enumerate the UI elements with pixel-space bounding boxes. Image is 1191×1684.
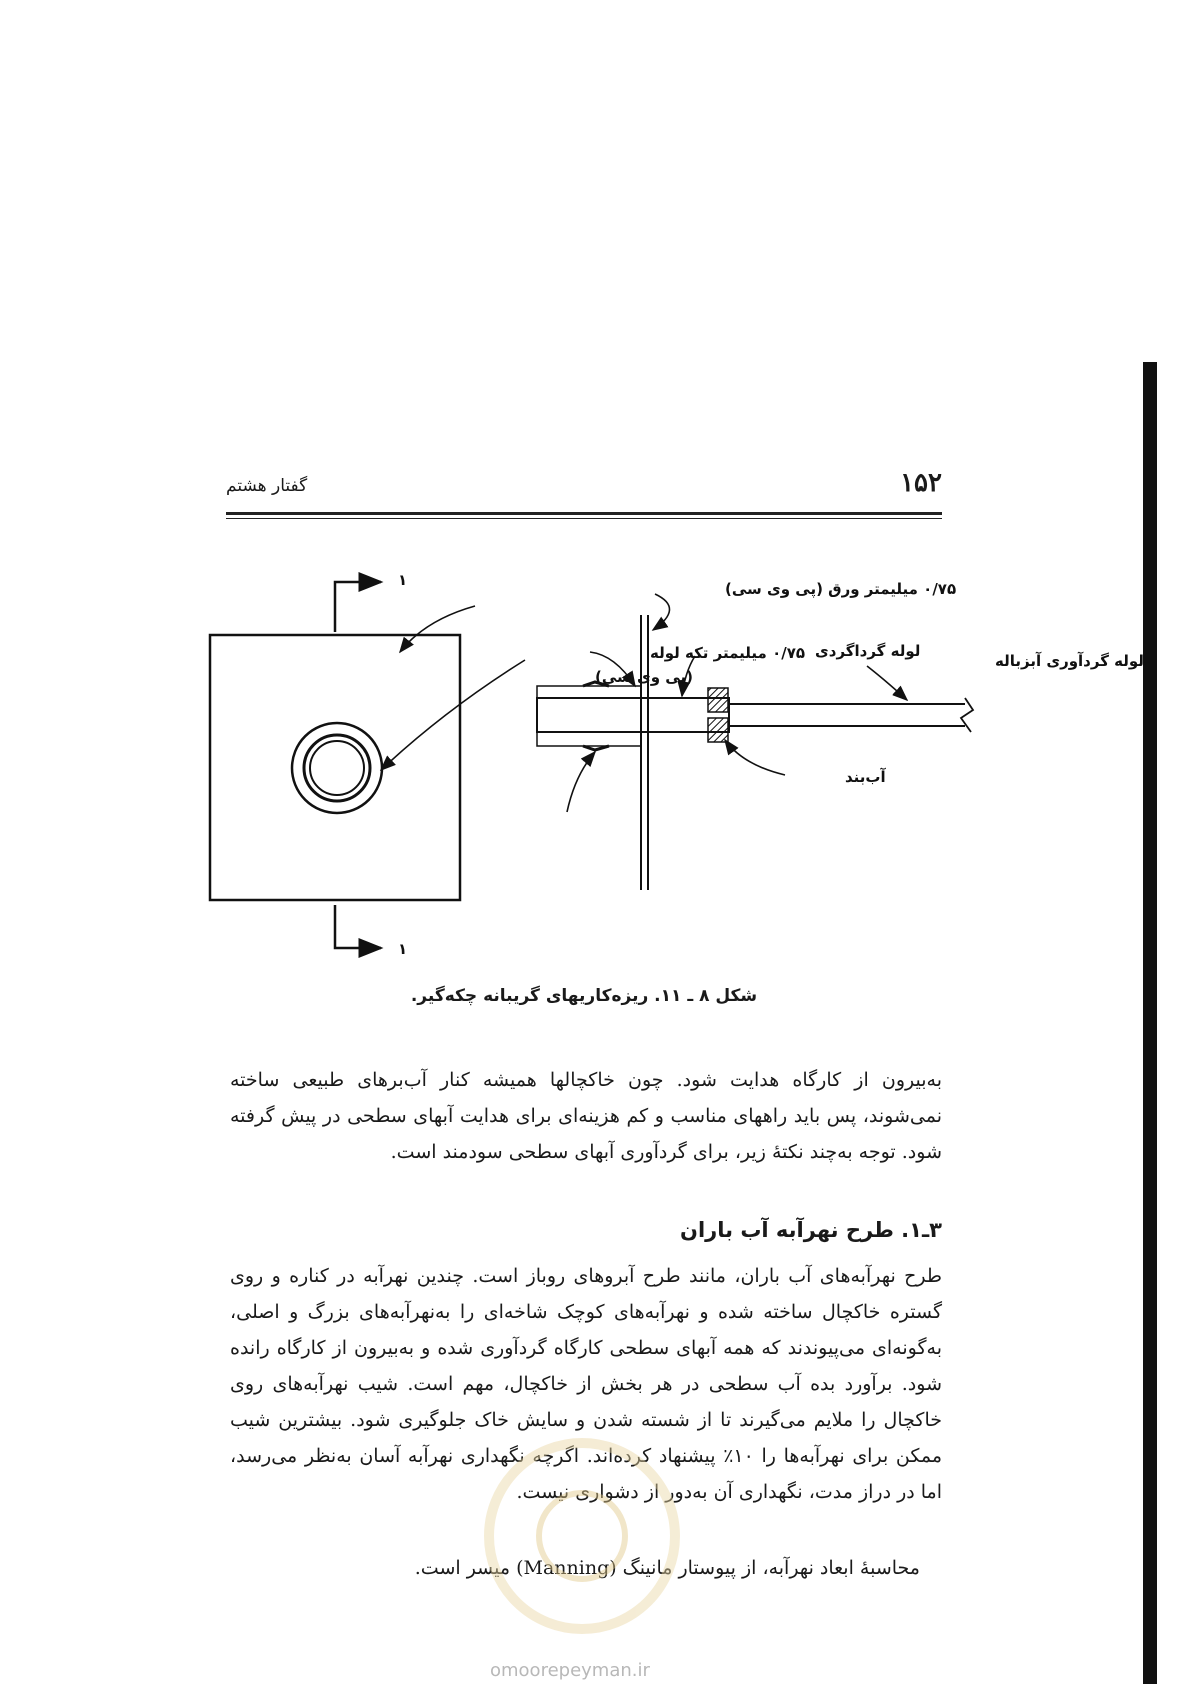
- page-edge-bar: [1143, 362, 1157, 1684]
- page-number: ۱۵۲: [900, 468, 942, 498]
- seal-block-top: [708, 688, 728, 712]
- section-mark-bottom: [335, 905, 381, 948]
- collar-mid: [304, 735, 370, 801]
- label-pipe-piece-line2: (پی وی سی): [595, 668, 693, 686]
- section-mark-label-top: ۱: [398, 571, 408, 589]
- page-header: [226, 468, 942, 508]
- label-pipe-piece-line1: ۰/۷۵ میلیمتر تکه لوله: [650, 644, 806, 662]
- section-mark-top: [335, 582, 381, 632]
- paragraph-manning: محاسبهٔ ابعاد نهرآبه، از پیوستار مانینگ (Manning) میسر است.: [414, 1557, 920, 1579]
- leader-pipe-to-collar: [381, 660, 525, 770]
- watermark-url: omoorepeyman.ir: [490, 1660, 650, 1681]
- watermark-seal: [484, 1438, 680, 1634]
- header-rule: [226, 512, 942, 515]
- paragraph-intro: به‌بیرون از کارگاه هدایت شود. چون خاکچالها همیشه کنار آب‌برهای طبیعی ساخته نمی‌شوند، پس باید راههای مناسب و کم هزینه‌ای برای هدایت آبهای سطحی در پیش گرفته شود. توجه به‌چند نکتهٔ زیر، برای گردآوری آبهای سطحی سودمند است.: [230, 1069, 942, 1163]
- pipe-piece-outer: [537, 686, 641, 746]
- leader-weld-bottom: [567, 752, 595, 812]
- collection-pipe: [537, 698, 729, 732]
- leader-sheet-to-plate: [400, 606, 475, 652]
- plate-square: [210, 635, 460, 900]
- seal-detail-figure: [195, 560, 1144, 960]
- leader-leachate-pipe: [867, 666, 907, 700]
- collar-inner: [310, 741, 364, 795]
- leader-sheet-to-wall: [653, 594, 670, 630]
- section-mark-label-bottom: ۱: [398, 940, 408, 958]
- chapter-title: گفتار هشتم: [226, 476, 308, 496]
- seal-block-bottom: [708, 718, 728, 742]
- leader-seal: [725, 740, 785, 775]
- section-heading: ۳ـ۱. طرح نهرآبه آب باران: [680, 1218, 942, 1242]
- label-sheet: ۰/۷۵ میلیمتر ورق (پی وی سی): [725, 580, 957, 598]
- paragraph-rain-channel: طرح نهرآبه‌های آب باران، مانند طرح آبروهای روباز است. چندین نهرآبه در کناره و روی گستره خاکچال ساخته شده و نهرآبه‌های کوچک شاخه‌ای را به‌نهرآبه‌های بزرگ و اصلی، به‌گونه‌ای می‌پیوندند که همه آبهای سطحی کارگاه گردآوری شده و به‌بیرون از کارگاه رانده شود. برآورد بده آب سطحی در هر بخش از خاکچال، مهم است. شیب نهرآبه‌های روی خاکچال را ملایم می‌گیرند تا از شسته شدن و سایش خاک جلوگیری شود. بیشترین شیب ممکن برای نهرآبه‌ها را ۱۰٪ پیشنهاد کرده‌اند. اگرچه نگهداری نهرآبه آسان به‌نظر می‌رسد، اما در دراز مدت، نگهداری آن به‌دور از دشواری نیست.: [230, 1265, 942, 1503]
- header-rule-thin: [226, 518, 942, 519]
- label-collection-pipe: لوله گرداگردی: [815, 642, 921, 660]
- label-seal: آب‌بند: [845, 768, 886, 786]
- figure-caption: شکل ۸ ـ ۱۱. ریزه‌کاریهای گریبانه چکه‌گیر.: [410, 986, 758, 1006]
- label-leachate-pipe: لوله گردآوری آبزباله: [995, 652, 1144, 670]
